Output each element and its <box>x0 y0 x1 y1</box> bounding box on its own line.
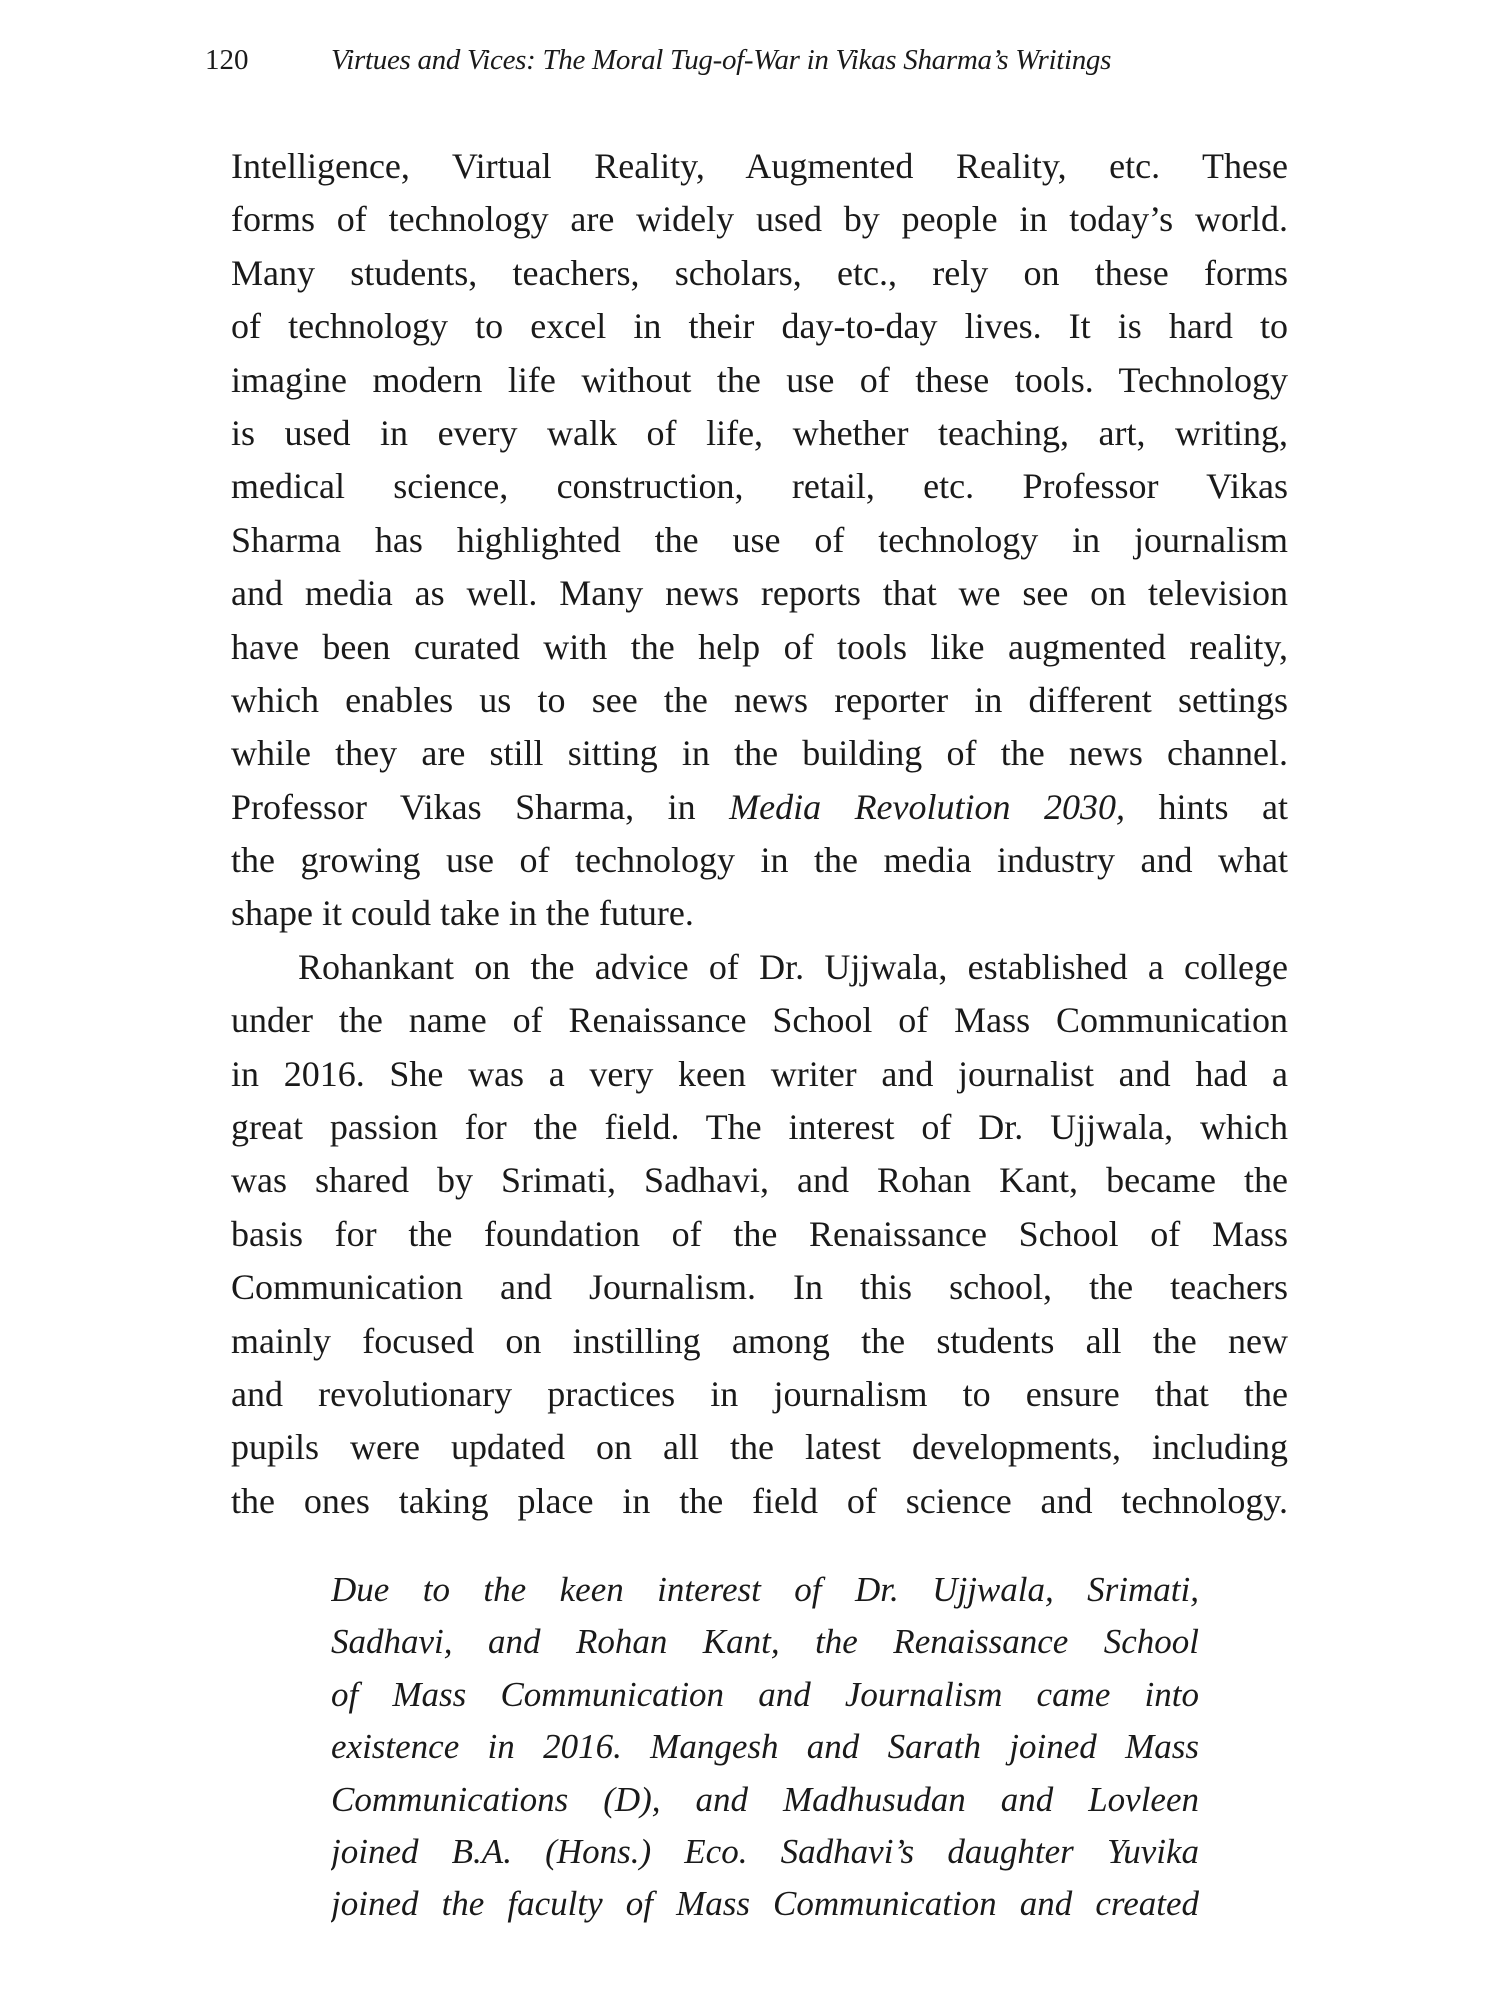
text-line: while they are still sitting in the building of the news channel. <box>231 733 1288 774</box>
book-title: Media Revolution 2030, <box>729 786 1126 827</box>
quote-line: joined the faculty of Mass Communication and created <box>331 1884 1199 1924</box>
block-quote <box>331 1564 1199 1931</box>
text-line: have been curated with the help of tools like augmented reality, <box>231 626 1288 667</box>
text-line: of technology to excel in their day-to-day lives. It is hard to <box>231 306 1288 347</box>
quote-line: existence in 2016. Mangesh and Sarath joined Mass <box>331 1727 1199 1767</box>
quote-line: Sadhavi, and Rohan Kant, the Renaissance School <box>331 1622 1199 1662</box>
body-text <box>231 140 1288 1528</box>
text-line: shape it could take in the future. <box>231 893 694 934</box>
text-line: medical science, construction, retail, etc. Professor Vikas <box>231 466 1288 507</box>
quote-line: Communications (D), and Madhusudan and Lovleen <box>331 1779 1199 1819</box>
text-line: forms of technology are widely used by people in today’s world. <box>231 199 1288 240</box>
text-line: and media as well. Many news reports that we see on television <box>231 573 1288 614</box>
page-number: 120 <box>205 44 249 76</box>
text-line: Many students, teachers, scholars, etc., rely on these forms <box>231 252 1288 293</box>
quote-line: joined B.A. (Hons.) Eco. Sadhavi’s daughter Yuvika <box>331 1831 1199 1871</box>
text-line: Sharma has highlighted the use of technology in journalism <box>231 519 1288 560</box>
text-line: pupils were updated on all the latest developments, including <box>231 1427 1288 1468</box>
quote-line: of Mass Communication and Journalism came into <box>331 1674 1199 1714</box>
text-line: was shared by Srimati, Sadhavi, and Rohan Kant, became the <box>231 1160 1288 1201</box>
text-line: is used in every walk of life, whether teaching, art, writing, <box>231 412 1288 453</box>
text-line: imagine modern life without the use of these tools. Technology <box>231 359 1288 400</box>
text-run: hints at <box>1125 786 1288 827</box>
text-line: and revolutionary practices in journalism to ensure that the <box>231 1373 1288 1414</box>
text-run: Professor Vikas Sharma, in <box>231 786 730 827</box>
text-line: Communication and Journalism. In this school, the teachers <box>231 1267 1288 1308</box>
paragraph-2 <box>231 941 1288 1528</box>
paragraph-1 <box>231 140 1288 941</box>
text-line: in 2016. She was a very keen writer and journalist and had a <box>231 1053 1288 1094</box>
text-line: the ones taking place in the field of science and technology. <box>231 1480 1288 1521</box>
quote-line: Due to the keen interest of Dr. Ujjwala, Srimati, <box>331 1570 1199 1609</box>
text-line: mainly focused on instilling among the students all the new <box>231 1320 1288 1361</box>
text-line: great passion for the field. The interest of Dr. Ujjwala, which <box>231 1107 1288 1148</box>
running-title: Virtues and Vices: The Moral Tug-of-War in Vikas Sharma’s Writings <box>331 44 1112 76</box>
text-line: under the name of Renaissance School of Mass Communication <box>231 1000 1288 1041</box>
text-line: the growing use of technology in the media industry and what <box>231 840 1288 881</box>
running-header <box>205 40 1290 80</box>
text-line: Rohankant on the advice of Dr. Ujjwala, established a college <box>298 946 1288 987</box>
text-line: Intelligence, Virtual Reality, Augmented Reality, etc. These <box>231 146 1288 186</box>
text-line: which enables us to see the news reporter in different settings <box>231 679 1288 720</box>
text-line: basis for the foundation of the Renaissance School of Mass <box>231 1213 1288 1254</box>
text-line <box>231 781 1288 834</box>
